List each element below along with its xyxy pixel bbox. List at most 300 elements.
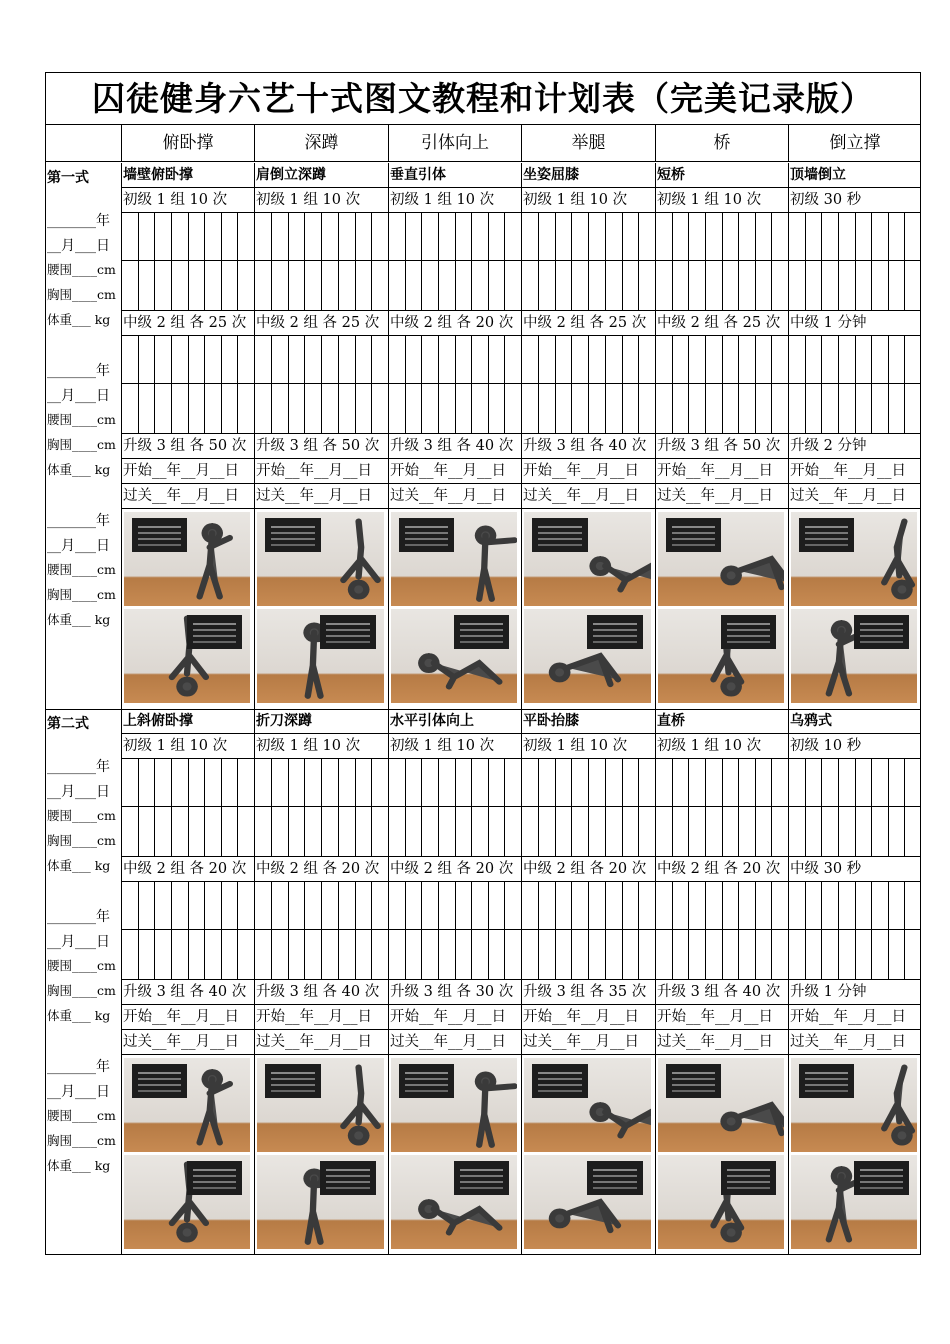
record-field-weight[interactable]: 体重___ kg (47, 462, 111, 477)
record-box[interactable] (138, 807, 155, 856)
record-box[interactable] (555, 336, 572, 383)
record-box[interactable] (588, 213, 605, 260)
record-box[interactable] (471, 213, 488, 260)
record-box[interactable] (688, 213, 705, 260)
record-box[interactable] (555, 384, 572, 433)
record-box[interactable] (771, 759, 788, 806)
record-box[interactable] (638, 759, 655, 806)
record-field-weight[interactable]: 体重___ kg (47, 1008, 111, 1023)
record-box[interactable] (371, 882, 388, 929)
record-field-month-day[interactable]: __月___日 (47, 388, 110, 404)
record-box[interactable] (588, 930, 605, 979)
record-box[interactable] (304, 807, 321, 856)
record-box[interactable] (488, 930, 505, 979)
record-box[interactable] (288, 384, 305, 433)
record-box[interactable] (338, 930, 355, 979)
record-box[interactable] (389, 807, 405, 856)
record-box[interactable] (672, 882, 689, 929)
record-box[interactable] (255, 384, 271, 433)
record-box[interactable] (688, 930, 705, 979)
record-box[interactable] (371, 261, 388, 310)
record-box[interactable] (738, 384, 755, 433)
checkbox-grid[interactable] (522, 336, 655, 384)
record-field-month-day[interactable]: __月___日 (47, 538, 110, 554)
record-box[interactable] (321, 759, 338, 806)
record-box[interactable] (355, 384, 372, 433)
record-field-year[interactable]: _______年 (47, 513, 110, 529)
record-box[interactable] (789, 759, 805, 806)
record-box[interactable] (904, 261, 921, 310)
record-box[interactable] (221, 807, 238, 856)
record-box[interactable] (405, 882, 422, 929)
record-box[interactable] (288, 261, 305, 310)
record-box[interactable] (438, 336, 455, 383)
record-box[interactable] (888, 930, 905, 979)
record-box[interactable] (656, 213, 672, 260)
record-box[interactable] (522, 336, 538, 383)
record-box[interactable] (622, 213, 639, 260)
record-box[interactable] (705, 213, 722, 260)
record-box[interactable] (789, 336, 805, 383)
record-box[interactable] (605, 261, 622, 310)
record-box[interactable] (154, 261, 171, 310)
record-box[interactable] (122, 930, 138, 979)
record-box[interactable] (838, 336, 855, 383)
record-box[interactable] (722, 213, 739, 260)
record-box[interactable] (255, 213, 271, 260)
record-box[interactable] (722, 384, 739, 433)
record-box[interactable] (304, 213, 321, 260)
record-box[interactable] (538, 882, 555, 929)
record-box[interactable] (504, 930, 521, 979)
record-box[interactable] (821, 759, 838, 806)
record-box[interactable] (738, 213, 755, 260)
record-box[interactable] (605, 336, 622, 383)
record-box[interactable] (405, 261, 422, 310)
record-box[interactable] (738, 807, 755, 856)
checkbox-grid[interactable] (656, 261, 788, 311)
record-box[interactable] (122, 336, 138, 383)
record-box[interactable] (438, 807, 455, 856)
record-box[interactable] (171, 384, 188, 433)
record-box[interactable] (821, 336, 838, 383)
record-box[interactable] (405, 336, 422, 383)
record-box[interactable] (221, 336, 238, 383)
record-box[interactable] (122, 759, 138, 806)
checkbox-grid[interactable] (122, 882, 254, 930)
checkbox-grid[interactable] (122, 759, 254, 807)
checkbox-grid[interactable] (122, 930, 254, 980)
record-box[interactable] (555, 882, 572, 929)
record-box[interactable] (821, 882, 838, 929)
record-box[interactable] (672, 384, 689, 433)
record-box[interactable] (321, 930, 338, 979)
checkbox-grid[interactable] (122, 336, 254, 384)
record-box[interactable] (421, 882, 438, 929)
checkbox-grid[interactable] (789, 261, 921, 311)
record-box[interactable] (622, 882, 639, 929)
checkbox-grid[interactable] (389, 384, 521, 434)
record-box[interactable] (755, 261, 772, 310)
checkbox-grid[interactable] (122, 261, 254, 311)
record-box[interactable] (904, 759, 921, 806)
record-box[interactable] (622, 759, 639, 806)
record-box[interactable] (405, 384, 422, 433)
record-box[interactable] (221, 930, 238, 979)
record-box[interactable] (338, 213, 355, 260)
record-box[interactable] (171, 807, 188, 856)
record-box[interactable] (789, 930, 805, 979)
record-box[interactable] (538, 930, 555, 979)
record-box[interactable] (656, 384, 672, 433)
record-box[interactable] (455, 213, 472, 260)
record-box[interactable] (237, 759, 254, 806)
record-box[interactable] (237, 930, 254, 979)
record-box[interactable] (588, 882, 605, 929)
record-box[interactable] (838, 807, 855, 856)
record-box[interactable] (271, 336, 288, 383)
checkbox-grid[interactable] (656, 930, 788, 980)
record-box[interactable] (838, 930, 855, 979)
checkbox-grid[interactable] (522, 807, 655, 857)
record-box[interactable] (805, 336, 822, 383)
record-box[interactable] (522, 261, 538, 310)
checkbox-grid[interactable] (122, 384, 254, 434)
record-box[interactable] (821, 213, 838, 260)
record-box[interactable] (204, 213, 221, 260)
record-box[interactable] (355, 807, 372, 856)
record-box[interactable] (571, 759, 588, 806)
record-box[interactable] (538, 336, 555, 383)
record-field-chest[interactable]: 胸围____cm (47, 833, 116, 848)
record-box[interactable] (522, 930, 538, 979)
record-box[interactable] (855, 930, 872, 979)
record-field-weight[interactable]: 体重___ kg (47, 858, 111, 873)
record-box[interactable] (789, 807, 805, 856)
record-box[interactable] (638, 261, 655, 310)
record-box[interactable] (321, 261, 338, 310)
record-box[interactable] (688, 759, 705, 806)
record-box[interactable] (672, 336, 689, 383)
checkbox-grid[interactable] (789, 882, 921, 930)
record-box[interactable] (522, 759, 538, 806)
record-box[interactable] (504, 807, 521, 856)
record-box[interactable] (288, 807, 305, 856)
record-box[interactable] (771, 930, 788, 979)
record-box[interactable] (638, 384, 655, 433)
record-box[interactable] (871, 213, 888, 260)
record-box[interactable] (138, 930, 155, 979)
record-box[interactable] (656, 807, 672, 856)
checkbox-grid[interactable] (389, 882, 521, 930)
record-box[interactable] (255, 261, 271, 310)
record-box[interactable] (605, 807, 622, 856)
record-box[interactable] (722, 807, 739, 856)
checkbox-grid[interactable] (255, 384, 388, 434)
record-box[interactable] (455, 261, 472, 310)
record-box[interactable] (571, 807, 588, 856)
record-field-chest[interactable]: 胸围____cm (47, 1133, 116, 1148)
record-box[interactable] (855, 384, 872, 433)
record-box[interactable] (771, 336, 788, 383)
record-box[interactable] (338, 882, 355, 929)
record-box[interactable] (605, 213, 622, 260)
record-box[interactable] (838, 759, 855, 806)
record-box[interactable] (255, 882, 271, 929)
record-box[interactable] (555, 930, 572, 979)
record-box[interactable] (904, 882, 921, 929)
record-box[interactable] (389, 759, 405, 806)
record-box[interactable] (538, 384, 555, 433)
record-box[interactable] (722, 930, 739, 979)
record-box[interactable] (656, 930, 672, 979)
record-box[interactable] (271, 384, 288, 433)
checkbox-grid[interactable] (789, 336, 921, 384)
record-box[interactable] (237, 336, 254, 383)
record-field-chest[interactable]: 胸围____cm (47, 587, 116, 602)
record-box[interactable] (455, 336, 472, 383)
record-box[interactable] (338, 261, 355, 310)
checkbox-grid[interactable] (656, 759, 788, 807)
record-box[interactable] (722, 261, 739, 310)
record-box[interactable] (722, 882, 739, 929)
record-box[interactable] (522, 384, 538, 433)
checkbox-grid[interactable] (389, 261, 521, 311)
checkbox-grid[interactable] (255, 882, 388, 930)
record-box[interactable] (255, 336, 271, 383)
record-box[interactable] (672, 807, 689, 856)
record-box[interactable] (438, 882, 455, 929)
checkbox-grid[interactable] (255, 807, 388, 857)
record-box[interactable] (271, 930, 288, 979)
record-box[interactable] (738, 336, 755, 383)
record-box[interactable] (421, 336, 438, 383)
record-box[interactable] (122, 261, 138, 310)
record-box[interactable] (638, 882, 655, 929)
record-box[interactable] (389, 384, 405, 433)
record-box[interactable] (438, 759, 455, 806)
record-field-month-day[interactable]: __月___日 (47, 238, 110, 254)
record-box[interactable] (188, 882, 205, 929)
record-box[interactable] (871, 759, 888, 806)
record-box[interactable] (171, 882, 188, 929)
record-box[interactable] (755, 213, 772, 260)
record-box[interactable] (138, 882, 155, 929)
record-box[interactable] (755, 930, 772, 979)
record-box[interactable] (504, 261, 521, 310)
record-box[interactable] (588, 807, 605, 856)
record-box[interactable] (838, 384, 855, 433)
record-box[interactable] (321, 213, 338, 260)
record-box[interactable] (821, 261, 838, 310)
record-field-waist[interactable]: 腰围____cm (47, 412, 116, 427)
record-box[interactable] (605, 759, 622, 806)
record-box[interactable] (154, 336, 171, 383)
record-box[interactable] (255, 807, 271, 856)
record-box[interactable] (855, 336, 872, 383)
record-box[interactable] (371, 213, 388, 260)
checkbox-grid[interactable] (122, 807, 254, 857)
record-box[interactable] (871, 384, 888, 433)
record-box[interactable] (455, 882, 472, 929)
record-box[interactable] (755, 336, 772, 383)
record-box[interactable] (888, 261, 905, 310)
record-box[interactable] (204, 261, 221, 310)
record-box[interactable] (805, 213, 822, 260)
record-box[interactable] (656, 336, 672, 383)
record-field-year[interactable]: _______年 (47, 1059, 110, 1075)
record-box[interactable] (154, 759, 171, 806)
record-box[interactable] (221, 213, 238, 260)
record-box[interactable] (738, 882, 755, 929)
record-box[interactable] (421, 213, 438, 260)
record-box[interactable] (504, 336, 521, 383)
record-box[interactable] (255, 930, 271, 979)
record-box[interactable] (455, 384, 472, 433)
record-box[interactable] (371, 384, 388, 433)
record-box[interactable] (271, 261, 288, 310)
record-box[interactable] (138, 759, 155, 806)
record-box[interactable] (805, 759, 822, 806)
checkbox-grid[interactable] (522, 213, 655, 261)
record-box[interactable] (204, 759, 221, 806)
record-box[interactable] (188, 930, 205, 979)
checkbox-grid[interactable] (255, 759, 388, 807)
record-box[interactable] (237, 882, 254, 929)
record-box[interactable] (271, 759, 288, 806)
record-box[interactable] (855, 807, 872, 856)
record-box[interactable] (722, 336, 739, 383)
record-box[interactable] (389, 930, 405, 979)
record-box[interactable] (838, 882, 855, 929)
record-box[interactable] (355, 930, 372, 979)
record-box[interactable] (488, 336, 505, 383)
record-box[interactable] (538, 759, 555, 806)
record-box[interactable] (389, 213, 405, 260)
record-box[interactable] (421, 261, 438, 310)
record-box[interactable] (488, 759, 505, 806)
checkbox-grid[interactable] (389, 336, 521, 384)
record-field-waist[interactable]: 腰围____cm (47, 958, 116, 973)
checkbox-grid[interactable] (656, 336, 788, 384)
record-box[interactable] (605, 882, 622, 929)
record-box[interactable] (722, 759, 739, 806)
checkbox-grid[interactable] (522, 882, 655, 930)
record-box[interactable] (188, 759, 205, 806)
record-box[interactable] (355, 261, 372, 310)
record-box[interactable] (455, 930, 472, 979)
record-box[interactable] (571, 213, 588, 260)
record-box[interactable] (321, 384, 338, 433)
record-box[interactable] (538, 807, 555, 856)
record-box[interactable] (638, 213, 655, 260)
record-box[interactable] (471, 807, 488, 856)
record-box[interactable] (405, 930, 422, 979)
record-box[interactable] (622, 261, 639, 310)
checkbox-grid[interactable] (389, 759, 521, 807)
record-box[interactable] (688, 807, 705, 856)
record-box[interactable] (488, 882, 505, 929)
record-field-weight[interactable]: 体重___ kg (47, 612, 111, 627)
record-box[interactable] (871, 882, 888, 929)
record-box[interactable] (705, 336, 722, 383)
record-box[interactable] (221, 261, 238, 310)
record-box[interactable] (304, 930, 321, 979)
record-box[interactable] (188, 336, 205, 383)
checkbox-grid[interactable] (122, 213, 254, 261)
record-box[interactable] (855, 882, 872, 929)
record-box[interactable] (705, 930, 722, 979)
record-box[interactable] (488, 384, 505, 433)
record-box[interactable] (705, 807, 722, 856)
record-field-chest[interactable]: 胸围____cm (47, 983, 116, 998)
record-box[interactable] (571, 336, 588, 383)
record-box[interactable] (237, 261, 254, 310)
record-box[interactable] (122, 807, 138, 856)
checkbox-grid[interactable] (389, 930, 521, 980)
record-box[interactable] (338, 384, 355, 433)
record-box[interactable] (605, 384, 622, 433)
record-box[interactable] (571, 930, 588, 979)
record-box[interactable] (888, 384, 905, 433)
record-box[interactable] (571, 882, 588, 929)
record-box[interactable] (555, 213, 572, 260)
record-box[interactable] (522, 882, 538, 929)
record-box[interactable] (755, 384, 772, 433)
record-box[interactable] (555, 807, 572, 856)
record-box[interactable] (471, 930, 488, 979)
record-box[interactable] (755, 759, 772, 806)
record-box[interactable] (855, 261, 872, 310)
record-box[interactable] (288, 930, 305, 979)
record-box[interactable] (656, 759, 672, 806)
record-box[interactable] (171, 261, 188, 310)
record-box[interactable] (871, 336, 888, 383)
record-box[interactable] (522, 213, 538, 260)
record-box[interactable] (171, 336, 188, 383)
record-box[interactable] (555, 261, 572, 310)
record-box[interactable] (321, 807, 338, 856)
record-box[interactable] (471, 759, 488, 806)
record-box[interactable] (421, 930, 438, 979)
record-box[interactable] (904, 213, 921, 260)
record-box[interactable] (638, 807, 655, 856)
record-box[interactable] (138, 384, 155, 433)
record-box[interactable] (338, 807, 355, 856)
record-box[interactable] (355, 759, 372, 806)
record-field-waist[interactable]: 腰围____cm (47, 1108, 116, 1123)
record-box[interactable] (188, 807, 205, 856)
record-box[interactable] (755, 807, 772, 856)
record-box[interactable] (855, 213, 872, 260)
record-box[interactable] (688, 882, 705, 929)
record-box[interactable] (488, 261, 505, 310)
checkbox-grid[interactable] (255, 930, 388, 980)
record-box[interactable] (705, 261, 722, 310)
checkbox-grid[interactable] (522, 384, 655, 434)
checkbox-grid[interactable] (789, 384, 921, 434)
record-box[interactable] (705, 882, 722, 929)
record-box[interactable] (771, 882, 788, 929)
record-box[interactable] (789, 882, 805, 929)
record-box[interactable] (771, 384, 788, 433)
record-box[interactable] (638, 336, 655, 383)
record-box[interactable] (504, 882, 521, 929)
record-box[interactable] (855, 759, 872, 806)
record-box[interactable] (421, 384, 438, 433)
record-box[interactable] (371, 759, 388, 806)
record-box[interactable] (471, 261, 488, 310)
